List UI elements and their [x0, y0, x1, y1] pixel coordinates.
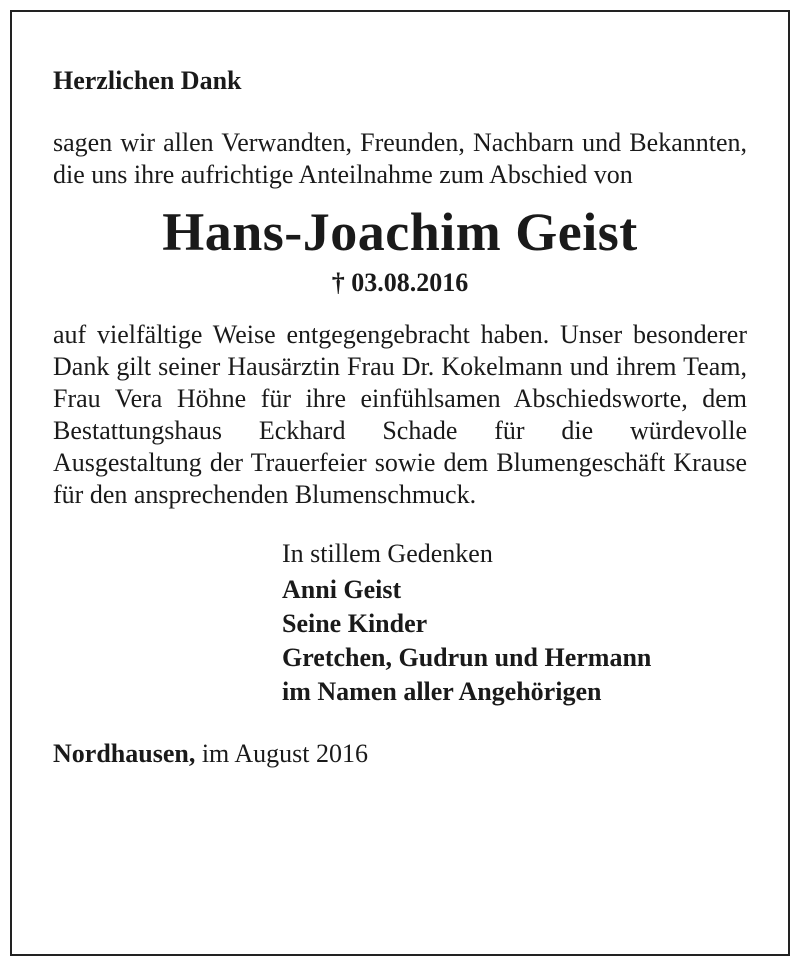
- signoff-name: Anni Geist: [282, 575, 402, 604]
- signoff-name: Seine Kinder: [282, 609, 428, 638]
- signoff-name: Gretchen, Gudrun und Hermann: [282, 643, 652, 672]
- deceased-name: Hans-Joachim Geist: [162, 202, 638, 262]
- place-city: Nordhausen,: [53, 739, 196, 768]
- signoff-block: [282, 537, 747, 709]
- notice-heading: Herzlichen Dank: [53, 66, 242, 95]
- thanks-text: auf vielfältige Weise entgegengebracht haben. Unser besonderer Dank gilt seiner Hausärztin Frau Dr. Kokelmann und ihrem Team, Frau Vera Höhne für ihre einfühlsamen Abschiedsworte, dem Bestattungshaus Eckhard Schade für die würdevolle Ausgestaltung der Trauerfeier sowie dem Blumengeschäft Krause für den ansprechenden Blumenschmuck.: [53, 320, 747, 509]
- signoff-greeting: In stillem Gedenken: [282, 539, 493, 568]
- death-date: † 03.08.2016: [331, 268, 469, 297]
- obituary-notice: [53, 64, 747, 797]
- place-date: im August 2016: [201, 739, 368, 768]
- signoff-name: im Namen aller Angehörigen: [282, 677, 602, 706]
- place-date-line: [53, 737, 747, 771]
- intro-text: sagen wir allen Verwandten, Freunden, Nachbarn und Bekannten, die uns ihre aufrichtige Anteilnahme zum Abschied von: [53, 128, 747, 189]
